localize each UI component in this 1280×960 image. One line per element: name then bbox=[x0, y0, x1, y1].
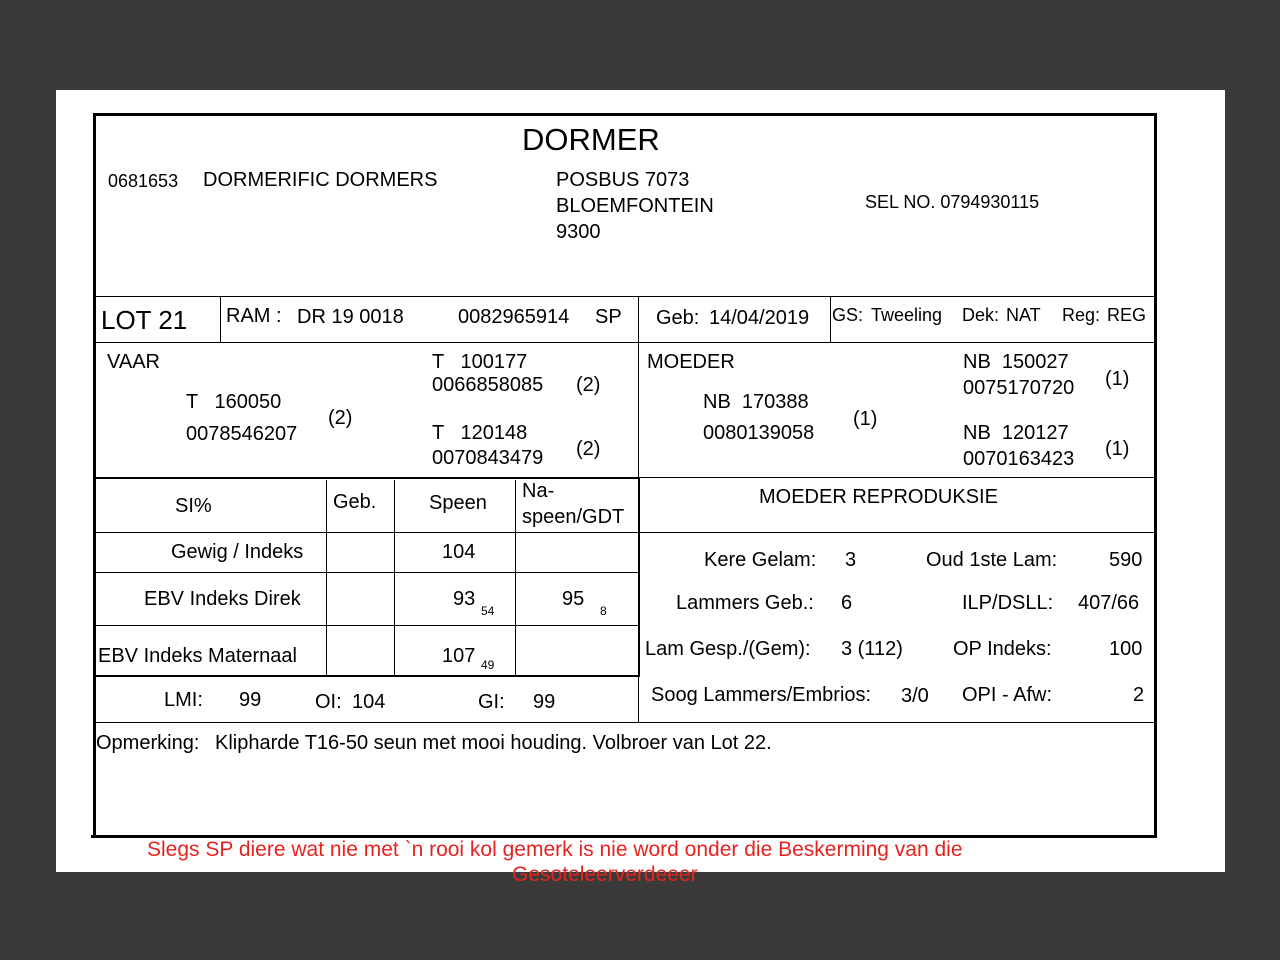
oud-1ste-lam-value: 590 bbox=[1109, 549, 1143, 571]
opi-afw-label: OPI - Afw: bbox=[962, 684, 1053, 706]
lam-gesp-label: Lam Gesp./(Gem): bbox=[645, 638, 811, 660]
divider-repro-title bbox=[639, 532, 1154, 533]
catalogue-sheet bbox=[56, 90, 1225, 886]
si-row-label: EBV Indeks Maternaal bbox=[98, 645, 297, 667]
vaar-sire-grade: (2) bbox=[328, 407, 353, 429]
moeder-grand-sire-grade: (1) bbox=[1105, 368, 1130, 390]
moeder-grand-dam-grade: (1) bbox=[1105, 438, 1130, 460]
si-row-speen-sub: 54 bbox=[481, 604, 495, 618]
divider-center-thick bbox=[638, 477, 640, 677]
dek-label: Dek: bbox=[962, 305, 1000, 325]
si-row-label: Gewig / Indeks bbox=[171, 541, 304, 563]
moeder-grand-dam-number: 0070163423 bbox=[963, 448, 1075, 470]
si-row-speen: 93 bbox=[453, 588, 476, 610]
soog-label: Soog Lammers/Embrios: bbox=[651, 684, 872, 706]
si-row-speen: 104 bbox=[442, 541, 476, 563]
geb-header: Geb. bbox=[333, 491, 377, 513]
naspeen-header-line1: Na- bbox=[522, 480, 555, 502]
lmi-label: LMI: bbox=[164, 689, 203, 711]
moeder-dam-id: NB 170388 bbox=[703, 391, 809, 413]
ram-label: RAM : bbox=[226, 305, 282, 327]
op-indeks-value: 100 bbox=[1109, 638, 1143, 660]
divider-si-row1 bbox=[95, 572, 640, 573]
lot-label: LOT 21 bbox=[101, 305, 188, 335]
vaar-grand-sire-grade: (2) bbox=[576, 374, 601, 396]
divider-header bbox=[95, 296, 1155, 297]
vaar-label: VAAR bbox=[107, 351, 160, 373]
ram-class: SP bbox=[595, 306, 622, 328]
moeder-grand-sire-number: 0075170720 bbox=[963, 377, 1075, 399]
divider-lot-label bbox=[220, 296, 221, 342]
vaar-sire-number: 0078546207 bbox=[186, 423, 298, 445]
kere-gelam-value: 3 bbox=[845, 549, 857, 571]
ilp-dsll-value: 407/66 bbox=[1078, 592, 1140, 614]
breeder-address-line1: POSBUS 7073 bbox=[556, 169, 690, 191]
divider-si-row2 bbox=[95, 625, 640, 626]
gi-value: 99 bbox=[533, 691, 556, 713]
naspeen-header-line2: speen/GDT bbox=[522, 506, 625, 528]
kere-gelam-label: Kere Gelam: bbox=[704, 549, 817, 571]
remark-label: Opmerking: bbox=[96, 732, 200, 754]
si-row-speen-sub: 49 bbox=[481, 658, 495, 672]
divider-si-geb bbox=[326, 480, 327, 677]
op-indeks-label: OP Indeks: bbox=[953, 638, 1052, 660]
oi-label: OI: bbox=[315, 691, 342, 713]
gs-label: GS: bbox=[832, 305, 864, 325]
lmi-value: 99 bbox=[239, 689, 262, 711]
oud-1ste-lam-label: Oud 1ste Lam: bbox=[926, 549, 1058, 571]
vaar-sire-id: T 160050 bbox=[186, 391, 282, 413]
breeder-address-line3: 9300 bbox=[556, 221, 601, 243]
divider-si-naspeen bbox=[515, 480, 516, 677]
breeder-code: 0681653 bbox=[108, 171, 179, 191]
vaar-grand-dam-id: T 120148 bbox=[432, 422, 528, 444]
lam-gesp-value: 3 (112) bbox=[841, 638, 903, 660]
sel-number: SEL NO. 0794930115 bbox=[865, 192, 1040, 212]
ilp-dsll-label: ILP/DSLL: bbox=[962, 592, 1054, 614]
speen-header: Speen bbox=[429, 492, 487, 514]
frame-left bbox=[93, 113, 96, 838]
footer-notice-line1: Slegs SP diere wat nie met `n rooi kol gemerk is nie word onder die Beskerming van die bbox=[147, 838, 963, 861]
birth-date: 14/04/2019 bbox=[709, 307, 810, 329]
opi-afw-value: 2 bbox=[1133, 684, 1145, 706]
divider-geb-gs bbox=[830, 296, 831, 342]
footer-notice-line2: Gesoteleerverdeeer bbox=[512, 863, 698, 886]
divider-si-speen bbox=[394, 480, 395, 677]
frame-right bbox=[1154, 113, 1157, 838]
divider-lot bbox=[95, 342, 1155, 343]
gs-value: Tweeling bbox=[871, 305, 943, 325]
si-row-naspeen-sub: 8 bbox=[600, 604, 607, 618]
moeder-dam-grade: (1) bbox=[853, 408, 878, 430]
lammers-geb-label: Lammers Geb.: bbox=[676, 592, 814, 614]
remark-text: Klipharde T16-50 seun met mooi houding. Volbroer van Lot 22. bbox=[215, 732, 772, 754]
soog-value: 3/0 bbox=[901, 685, 929, 707]
frame-top bbox=[93, 113, 1157, 116]
moeder-dam-number: 0080139058 bbox=[703, 422, 815, 444]
vaar-grand-dam-grade: (2) bbox=[576, 438, 601, 460]
breeder-address-line2: BLOEMFONTEIN bbox=[556, 195, 714, 217]
divider-pedigree-right bbox=[639, 477, 1154, 478]
reg-label: Reg: bbox=[1062, 305, 1101, 325]
vaar-grand-dam-number: 0070843479 bbox=[432, 447, 544, 469]
vaar-grand-sire-id: T 100177 bbox=[432, 351, 528, 373]
divider-indices bbox=[95, 722, 1155, 723]
si-row-naspeen: 95 bbox=[562, 588, 585, 610]
vaar-grand-sire-number: 0066858085 bbox=[432, 374, 544, 396]
reg-value: REG bbox=[1107, 305, 1147, 325]
repro-title: MOEDER REPRODUKSIE bbox=[759, 486, 998, 508]
divider-pedigree-left bbox=[95, 477, 640, 479]
si-row-speen: 107 bbox=[442, 645, 476, 667]
breeder-name: DORMERIFIC DORMERS bbox=[203, 169, 438, 191]
gi-label: GI: bbox=[478, 691, 505, 713]
divider-si-header bbox=[95, 532, 640, 533]
ram-reg-number: 0082965914 bbox=[458, 306, 570, 328]
moeder-grand-sire-id: NB 150027 bbox=[963, 351, 1069, 373]
si-row-label: EBV Indeks Direk bbox=[144, 588, 301, 610]
dek-value: NAT bbox=[1006, 305, 1041, 325]
moeder-label: MOEDER bbox=[647, 351, 735, 373]
moeder-grand-dam-id: NB 120127 bbox=[963, 422, 1069, 444]
oi-value: 104 bbox=[352, 691, 386, 713]
si-header: SI% bbox=[175, 495, 212, 517]
divider-si-row3 bbox=[95, 675, 640, 677]
ram-id: DR 19 0018 bbox=[297, 306, 404, 328]
breed-title: DORMER bbox=[522, 122, 660, 157]
geb-label: Geb: bbox=[656, 307, 700, 329]
lammers-geb-value: 6 bbox=[841, 592, 853, 614]
